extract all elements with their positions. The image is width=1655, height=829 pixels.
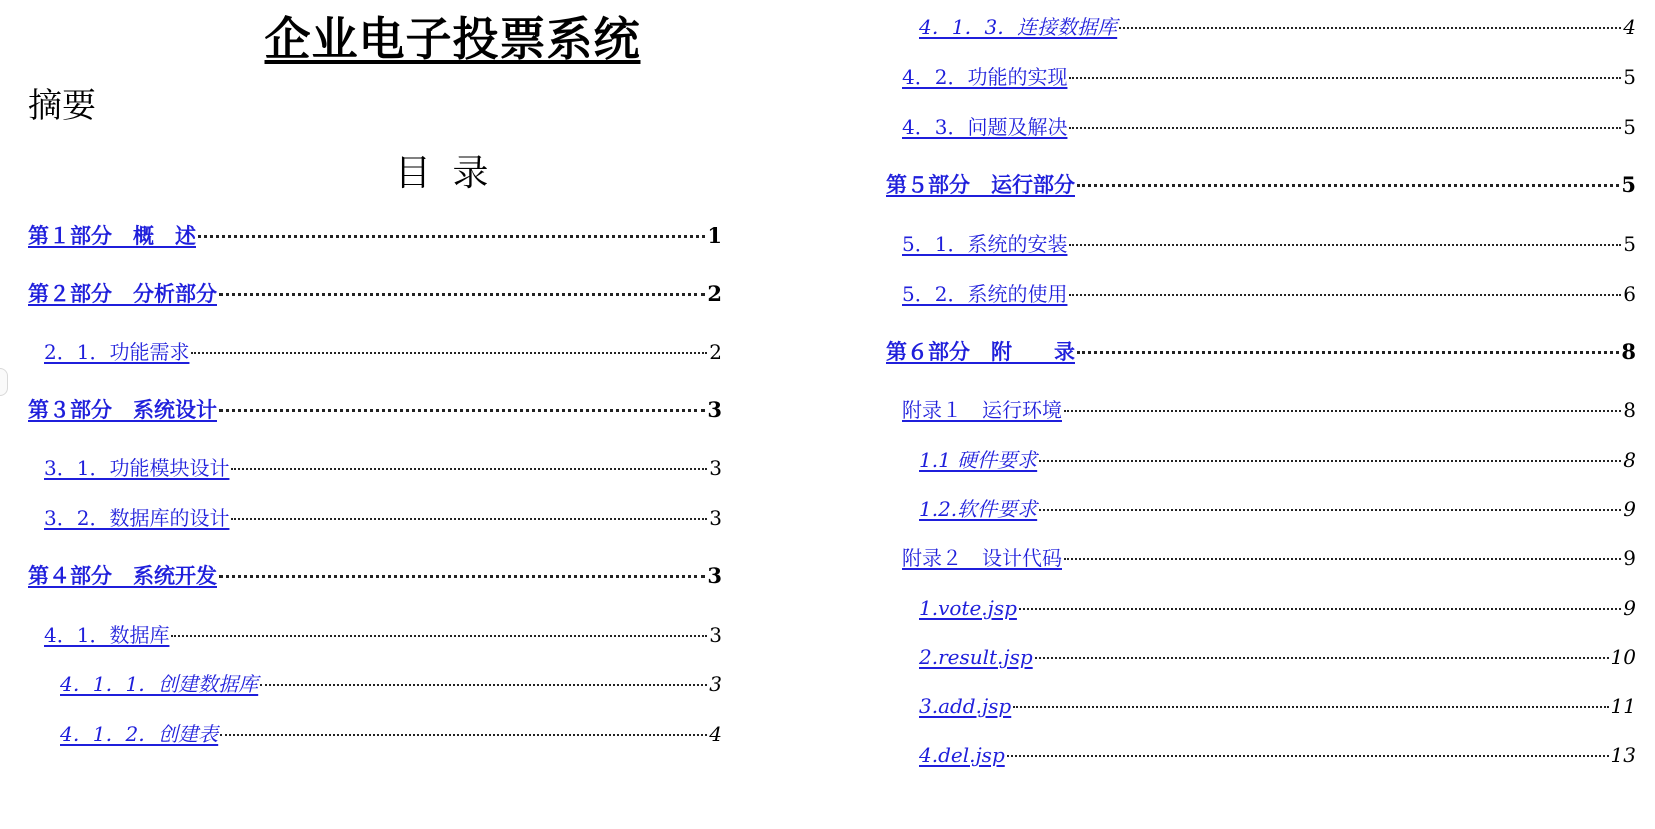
toc-entry[interactable] [28,561,722,591]
toc-entry-link[interactable]: 4．1．数据库 [44,623,170,647]
toc-page-number: 2 [709,340,722,364]
toc-entry[interactable] [902,112,1636,142]
toc-page-number: 3 [709,623,722,647]
toc-leader [220,734,707,736]
toc-entry-link[interactable]: 4．1．2．创建表 [60,722,219,746]
toc-leader [1064,558,1621,560]
toc-entry-link[interactable]: 4.del.jsp [919,743,1005,767]
toc-leader [198,235,705,238]
toc-entry-link[interactable]: 第２部分 分析部分 [28,281,217,306]
toc-entry-link[interactable]: 3.add.jsp [919,694,1012,718]
toc-leader [219,293,705,296]
toc-leader [1013,706,1608,708]
toc-entry-link[interactable]: 附录１ 运行环境 [902,398,1062,422]
toc-entry-link[interactable]: 1.1 硬件要求 [919,448,1038,472]
toc-entry[interactable] [28,395,722,425]
toc-leader [1077,184,1619,187]
toc-page-number: 9 [1623,546,1636,570]
toc-leader [1039,460,1621,462]
toc-page-number: 4 [709,722,722,746]
toc-leader [1069,244,1621,246]
toc-page-number: 9 [1623,596,1636,620]
toc-entry-link[interactable]: 第５部分 运行部分 [886,172,1075,197]
toc-page-number: 9 [1623,497,1636,521]
page-edge-marker [0,368,8,396]
toc-page-number: 3 [709,456,722,480]
toc-leader [1039,509,1621,511]
toc-entry[interactable] [919,12,1636,42]
toc-entry[interactable] [44,453,722,483]
toc-entry[interactable] [919,445,1636,475]
toc-page-number: 13 [1610,743,1636,767]
toc-entry[interactable] [902,229,1636,259]
toc-leader [1077,351,1619,354]
toc-page-number: 3 [709,672,722,696]
toc-leader [191,352,707,354]
toc-entry-link[interactable]: 附录２ 设计代码 [902,546,1062,570]
toc-entry[interactable] [919,494,1636,524]
toc-entry-link[interactable]: 2.result.jsp [919,645,1033,669]
toc-entry[interactable] [60,719,722,749]
toc-entry-link[interactable]: 第１部分 概 述 [28,223,196,248]
toc-entry[interactable] [919,593,1636,623]
toc-entry-link[interactable]: 第４部分 系统开发 [28,563,217,588]
toc-page-number: 5 [1623,65,1636,89]
toc-entry[interactable] [902,279,1636,309]
toc-entry-link[interactable]: 4．1．3．连接数据库 [919,15,1118,39]
toc-entry[interactable] [60,669,722,699]
toc-entry[interactable] [28,221,722,251]
toc-entry[interactable] [902,543,1636,573]
toc-entry-link[interactable]: 5．1．系统的安装 [902,232,1068,256]
toc-page-number: 3 [707,563,722,588]
toc-entry[interactable] [28,279,722,309]
toc-page-number: 5 [1621,172,1636,197]
toc-entry-link[interactable]: 3．2．数据库的设计 [44,506,230,530]
document-page-right [886,0,1655,829]
toc-page-number: 3 [709,506,722,530]
toc-entry-link[interactable]: 2．1．功能需求 [44,340,190,364]
toc-leader [219,409,705,412]
toc-entry-link[interactable]: 1.2.软件要求 [919,497,1038,521]
toc-leader [1007,755,1609,757]
toc-entry-link[interactable]: 第３部分 系统设计 [28,397,217,422]
toc-entry[interactable] [886,170,1636,200]
toc-leader [231,518,707,520]
toc-page-number: 3 [707,397,722,422]
toc-page-number: 2 [707,281,722,306]
toc-page-number: 6 [1623,282,1636,306]
toc-entry[interactable] [886,337,1636,367]
toc-entry-link[interactable]: 4．2．功能的实现 [902,65,1068,89]
document-title: 企业电子投票系统 [264,12,641,66]
toc-leader [1019,608,1621,610]
abstract-heading: 摘要 [28,86,96,126]
toc-page-number: 5 [1623,115,1636,139]
toc-page-number: 10 [1610,645,1636,669]
toc-entry[interactable] [919,642,1636,672]
toc-heading: 目录 [394,153,511,194]
toc-leader [1119,27,1621,29]
toc-leader [1069,127,1621,129]
toc-entry-link[interactable]: 第６部分 附 录 [886,339,1075,364]
toc-leader [171,635,707,637]
toc-page-number: 1 [707,223,722,248]
toc-leader [1069,294,1621,296]
toc-entry-link[interactable]: 4．1．1．创建数据库 [60,672,259,696]
toc-entry[interactable] [44,620,722,650]
toc-leader [260,684,707,686]
toc-leader [1069,77,1621,79]
toc-entry[interactable] [902,62,1636,92]
toc-page-number: 11 [1610,694,1636,718]
toc-entry[interactable] [919,740,1636,770]
toc-page-number: 4 [1623,15,1636,39]
toc-page-number: 8 [1623,448,1636,472]
toc-entry-link[interactable]: 5．2．系统的使用 [902,282,1068,306]
toc-page-number: 8 [1623,398,1636,422]
toc-leader [1035,657,1609,659]
toc-leader [1064,410,1621,412]
toc-entry-link[interactable]: 4．3．问题及解决 [902,115,1068,139]
toc-entry[interactable] [44,503,722,533]
toc-leader [219,575,705,578]
toc-entry[interactable] [44,337,722,367]
toc-entry-link[interactable]: 1.vote.jsp [919,596,1017,620]
toc-leader [231,468,707,470]
toc-entry[interactable] [919,691,1636,721]
toc-entry[interactable] [902,395,1636,425]
toc-page-number: 5 [1623,232,1636,256]
toc-page-number: 8 [1621,339,1636,364]
toc-entry-link[interactable]: 3．1．功能模块设计 [44,456,230,480]
